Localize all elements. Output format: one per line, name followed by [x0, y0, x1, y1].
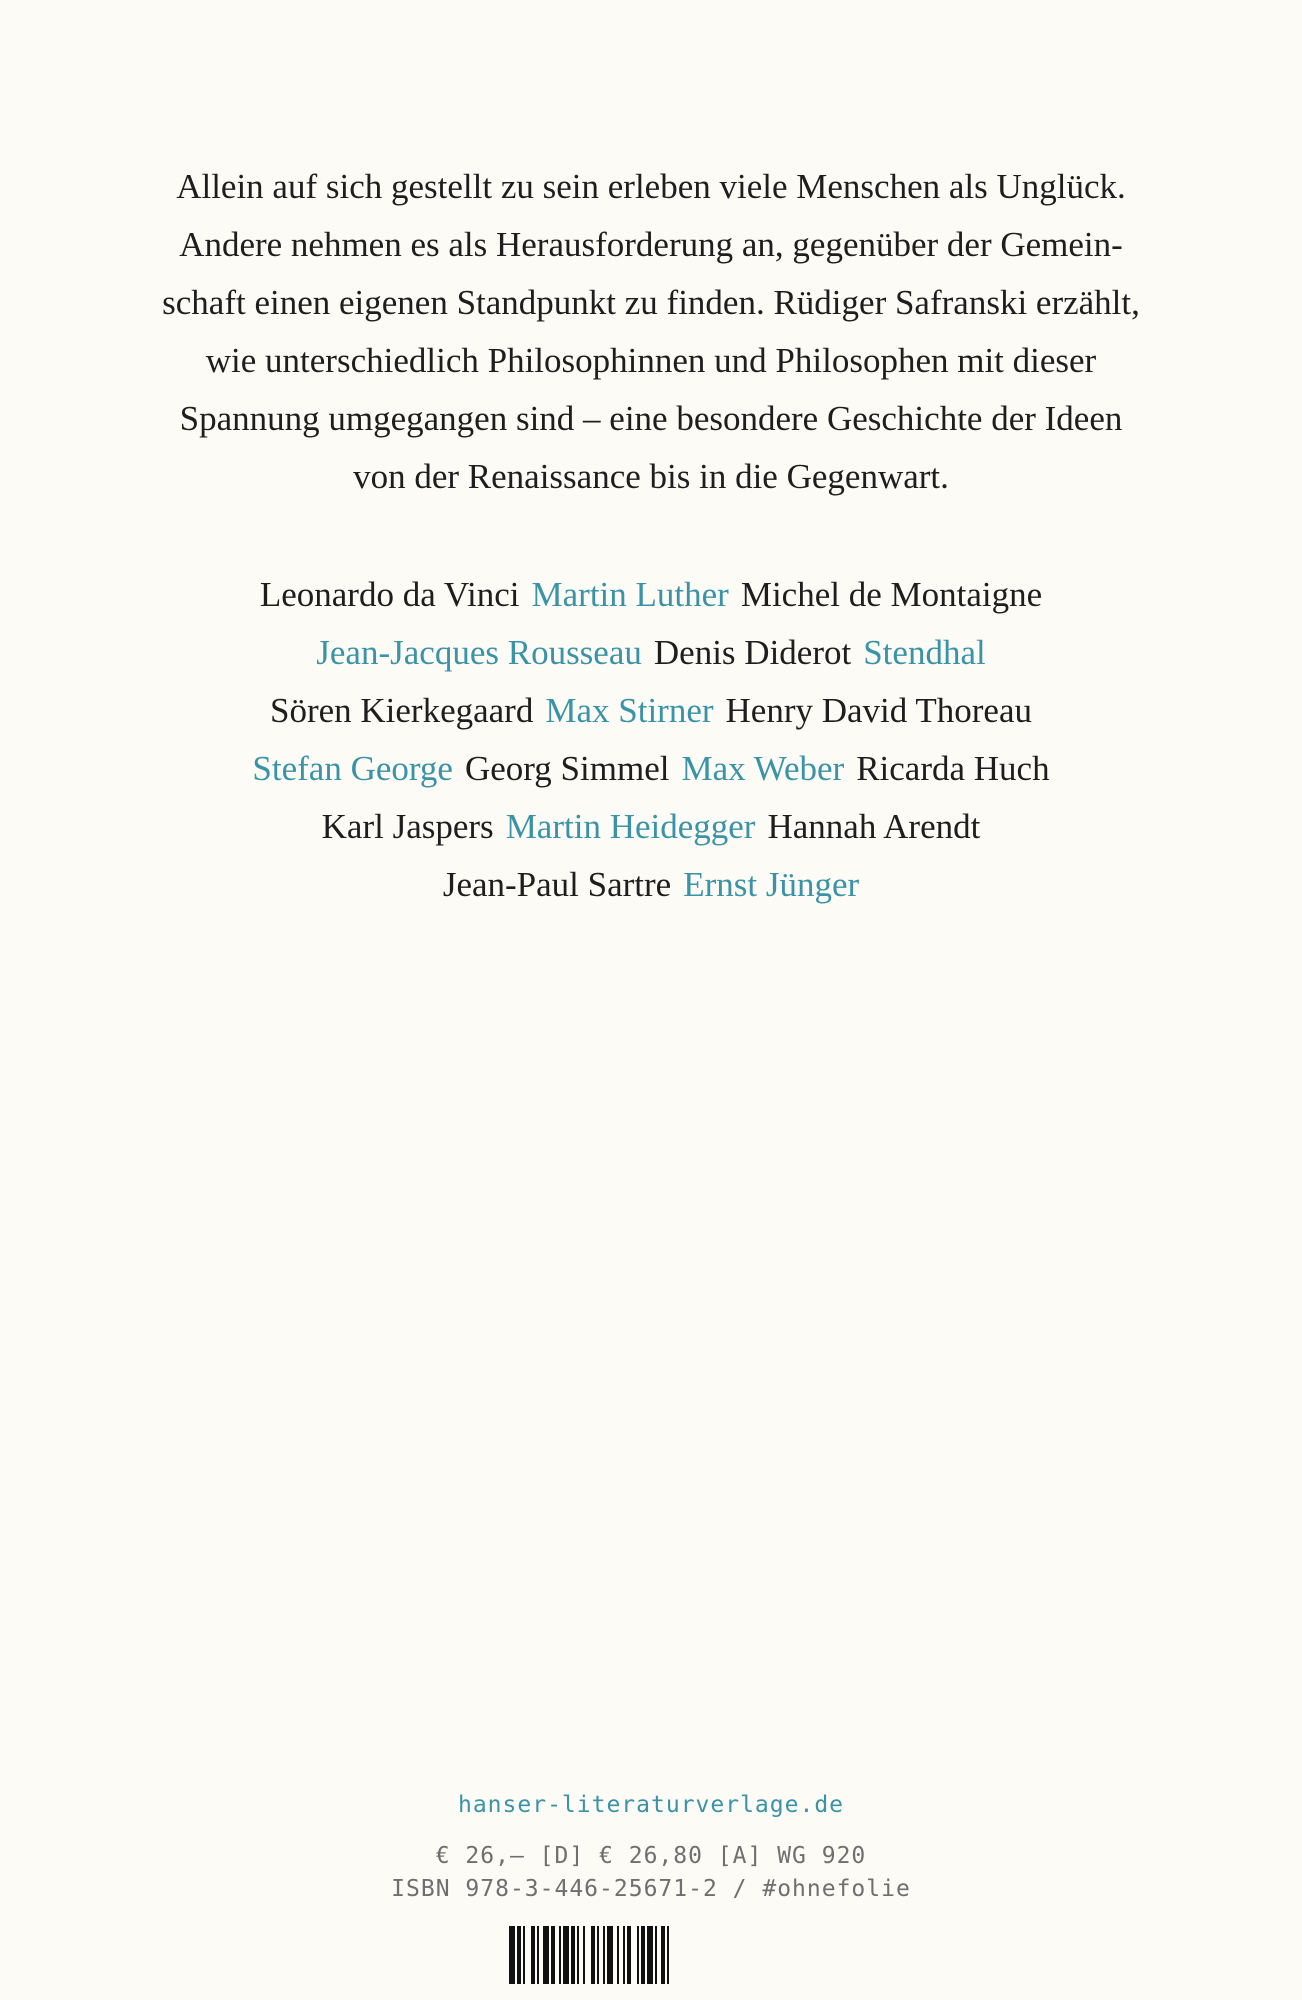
names-row [120, 682, 1182, 740]
philosopher-name: Henry David Thoreau [725, 691, 1032, 730]
philosopher-name: Stefan George [252, 749, 453, 788]
philosopher-name: Hannah Arendt [767, 807, 981, 846]
philosopher-name: Ricarda Huch [856, 749, 1050, 788]
barcode-icon [507, 1926, 801, 1984]
names-row [120, 624, 1182, 682]
philosopher-name: Sören Kierkegaard [269, 691, 534, 730]
philosopher-name: Max Weber [681, 749, 845, 788]
philosopher-name: Karl Jaspers [321, 807, 494, 846]
philosopher-name: Martin Luther [531, 575, 729, 614]
names-row [120, 740, 1182, 798]
philosopher-name: Martin Heidegger [505, 807, 756, 846]
philosopher-name: Georg Simmel [464, 749, 670, 788]
philosopher-name: Jean-Jacques Rousseau [316, 633, 642, 672]
philosopher-name: Denis Diderot [653, 633, 852, 672]
philosopher-name: Max Stirner [545, 691, 714, 730]
price-line: € 26,– [D] € 26,80 [A] WG 920 [435, 1843, 867, 1869]
philosopher-name: Michel de Montaigne [740, 575, 1043, 614]
philosopher-name: Jean-Paul Sartre [442, 865, 672, 904]
philosopher-name: Leonardo da Vinci [259, 575, 520, 614]
philosopher-name: Ernst Jünger [683, 865, 860, 904]
blurb-line: wie unterschiedlich Philosophinnen und Philosophen mit dieser [205, 341, 1097, 380]
blurb-line: schaft einen eigenen Standpunkt zu finden. Rüdiger Safranski erzählt, [162, 283, 1140, 322]
names-row [120, 566, 1182, 624]
blurb-line: von der Renaissance bis in die Gegenwart. [353, 457, 949, 496]
names-row [120, 856, 1182, 914]
philosopher-name: Stendhal [863, 633, 986, 672]
isbn-line: ISBN 978-3-446-25671-2 / #ohnefolie [391, 1876, 911, 1902]
blurb-line: Spannung umgegangen sind – eine besondere Geschichte der Ideen [179, 399, 1123, 438]
names-row [120, 798, 1182, 856]
publisher-url[interactable]: hanser-literaturverlage.de [457, 1792, 845, 1818]
blurb-text [120, 158, 1182, 506]
philosopher-names [120, 566, 1182, 914]
blurb-line: Andere nehmen es als Herausforderung an, gegenüber der Gemein- [179, 225, 1123, 264]
blurb-line: Allein auf sich gestellt zu sein erleben viele Menschen als Unglück. [176, 167, 1126, 206]
